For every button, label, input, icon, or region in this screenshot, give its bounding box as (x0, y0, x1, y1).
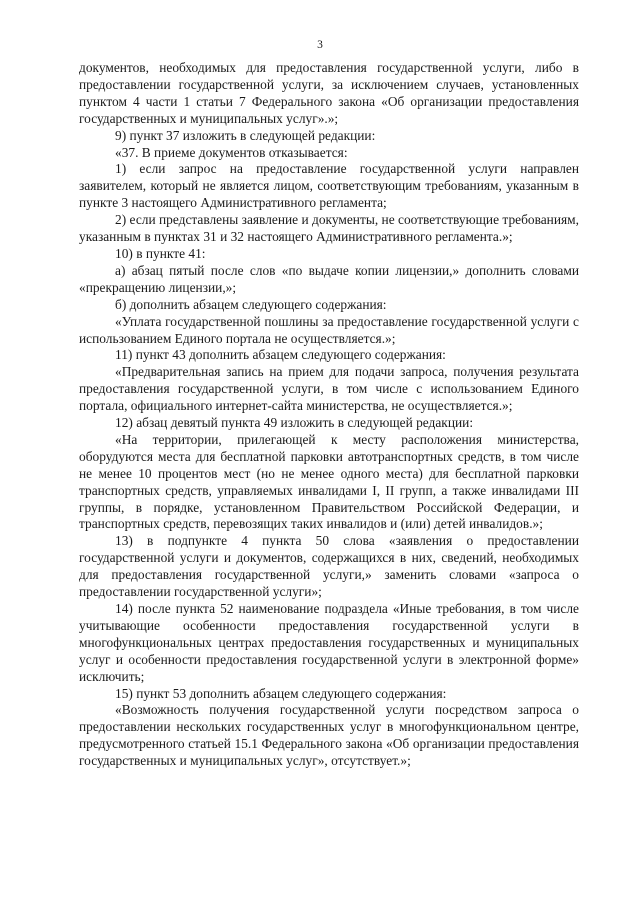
paragraph: 2) если представлены заявление и документы, не соответствующие требованиям, указанным в пунктах 31 и 32 настоящего Административного регламента.»; (79, 212, 579, 245)
paragraph: 13) в подпункте 4 пункта 50 слова «заявления о предоставлении государственной услуги и документов, содержащихся в них, сведений, необходимых для предоставления государственной услуги,» заменить словами «запроса о предоставлении государственной услуги»; (79, 533, 579, 600)
paragraph: «Возможность получения государственной услуги посредством запроса о предоставлении нескольких государственных услуг в многофункциональном центре, предусмотренного статьей 15.1 Федерального закона «Об организации предоставления государственных и муниципальных услуг», отсутствует.»; (79, 702, 579, 769)
paragraph: б) дополнить абзацем следующего содержания: (115, 296, 387, 312)
paragraph: 1) если запрос на предоставление государственной услуги направлен заявителем, который не является лицом, соответствующим требованиям, указанным в пункте 3 настоящего Административного регламента; (79, 161, 579, 211)
paragraph: документов, необходимых для предоставления государственной услуги, либо в предоставлении государственной услуги, за исключением случаев, установленных пунктом 4 части 1 статьи 7 Федерального закона «Об организации предоставления государственных и муниципальных услуг».»; (79, 60, 579, 126)
paragraph: «37. В приеме документов отказывается: (115, 144, 348, 160)
paragraph: 10) в пункте 41: (115, 245, 206, 261)
paragraph: «Предварительная запись на прием для подачи запроса, получения результата предоставления государственной услуги, в том числе с использованием Единого портала, официального интернет-сайта министерства, не осуществляется.»; (79, 364, 579, 414)
paragraph: 15) пункт 53 дополнить абзацем следующего содержания: (115, 685, 447, 701)
page-number: 3 (317, 39, 323, 51)
paragraph: «Уплата государственной пошлины за предоставление государственной услуги с использованием Единого портала не осуществляется.»; (79, 313, 579, 346)
paragraph: 12) абзац девятый пункта 49 изложить в следующей редакции: (115, 415, 474, 431)
paragraph: 11) пункт 43 дополнить абзацем следующего содержания: (115, 347, 446, 363)
paragraph: «На территории, прилегающей к месту расположения министерства, оборудуются места для бесплатной парковки автотранспортных средств, в том числе не менее 10 процентов мест (но не менее одного места) для бесплатной парковки транспортных средств, управляемых инвалидами I, II групп, а также инвалидами III группы, в порядке, установленном Правительством Российской Федерации, и транспортных средств, перевозящих таких инвалидов и (или) детей инвалидов.»; (79, 431, 579, 532)
paragraph: а) абзац пятый после слов «по выдаче копии лицензии,» дополнить словами «прекращению лицензии,»; (79, 262, 579, 295)
paragraph: 9) пункт 37 изложить в следующей редакции: (115, 127, 376, 143)
document-body (79, 60, 579, 770)
paragraph: 14) после пункта 52 наименование подраздела «Иные требования, в том числе учитывающие особенности предоставления государственной услуги в многофункциональных центрах предоставления государственных и муниципальных услуг и особенности предоставления государственной услуги в электронной форме» исключить; (79, 601, 579, 684)
